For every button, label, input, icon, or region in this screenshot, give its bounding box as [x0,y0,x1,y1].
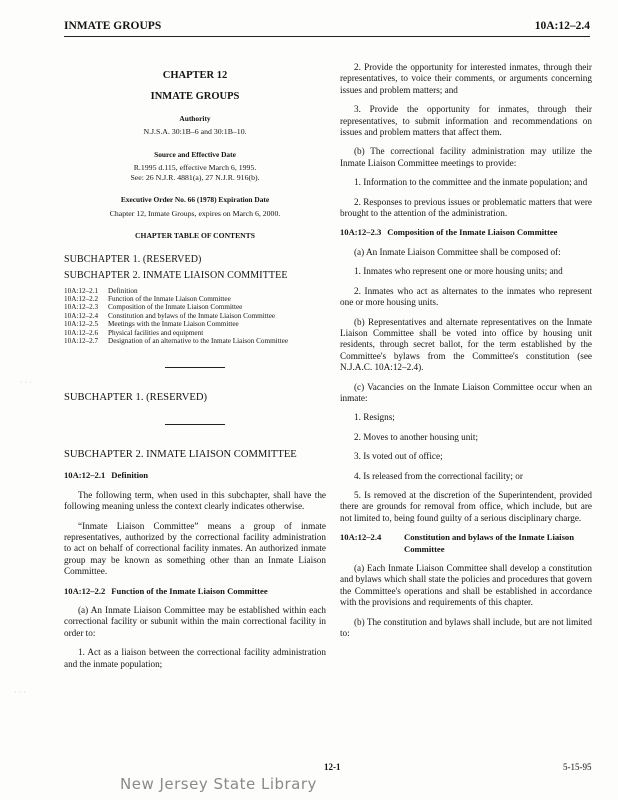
toc-subchapter-2: SUBCHAPTER 2. INMATE LIAISON COMMITTEE [64,270,288,282]
toc-entry: 10A:12–2.2 Function of the Inmate Liaison Committee [64,295,231,304]
left-column [64,62,326,678]
list-item: 5. Is removed at the discretion of the Superintendent, provided there are grounds for removal from office, which include, but are not limited to, being found guilty of a serious disciplinary charge. [340,489,592,523]
section-separator [165,424,225,425]
authority-label: Authority [179,113,211,123]
paragraph: (b) Representatives and alternate representatives on the Inmate Liaison Committee shall be voted into office by housing unit residents, through secret ballot, for the term established by the Committee's bylaws from the Committee's constitution (see N.J.A.C. 10A:12–2.4). [340,316,592,373]
paragraph: 2. Responses to previous issues or problematic matters that were brought to the attention of the administration. [340,196,592,219]
paragraph: 2. Inmates who act as alternates to the inmates who represent one or more housing units. [340,285,592,308]
list-item: 1. Resigns; [354,412,395,423]
page-number: 12-1 [324,762,341,772]
section-heading: 10A:12–2.1 Definition [64,470,149,481]
library-stamp: New Jersey State Library [120,775,317,793]
scan-speck: · · · [14,688,26,697]
revision-date: 5-15-95 [563,762,592,772]
list-item: 2. Moves to another housing unit; [354,431,479,442]
source-label: Source and Effective Date [154,149,236,159]
paragraph: 2. Provide the opportunity for interested inmates, through their representatives, to voice their comments, or arguments concerning issues and problem matters; and [340,62,592,95]
paragraph: (a) An Inmate Liaison Committee may be established within each correctional facility or subunit within the main correctional facility in order to: [64,604,326,638]
toc-heading: CHAPTER TABLE OF CONTENTS [135,231,255,241]
source-line-1: R.1995 d.115, effective March 6, 1995. [133,163,257,173]
toc-entry: 10A:12–2.5 Meetings with the Inmate Liaison Committee [64,320,239,329]
toc-subchapter-1: SUBCHAPTER 1. (RESERVED) [64,253,202,265]
header-title: INMATE GROUPS [64,20,162,32]
scan-speck: · · · [20,378,32,387]
toc-entry: 10A:12–2.6 Physical facilities and equipment [64,328,204,337]
paragraph: 1. Information to the committee and the inmate population; and [354,177,588,188]
paragraph: 3. Provide the opportunity for inmates, through their representatives, to submit information and recommendations on issues and problem matters that affect them. [340,104,592,138]
running-header [64,20,590,36]
section-heading: 10A:12–2.3 Composition of the Inmate Liaison Committee [340,227,558,238]
toc-entry: 10A:12–2.7 Designation of an alternative to the Inmate Liaison Committee [64,337,289,346]
paragraph: 1. Act as a liaison between the correctional facility administration and the inmate population; [64,647,326,669]
header-rule [64,36,590,37]
chapter-title: INMATE GROUPS [150,91,240,103]
exec-order-label: Executive Order No. 66 (1978) Expiration Date [120,195,270,205]
section-heading: 10A:12–2.2 Function of the Inmate Liaison Committee [64,585,268,596]
paragraph: (c) Vacancies on the Inmate Liaison Committee occur when an inmate: [340,381,592,403]
list-item: 4. Is released from the correctional facility; or [354,470,523,481]
source-text [64,163,326,182]
authority-text: N.J.S.A. 30:1B–6 and 30:1B–10. [143,127,247,137]
right-column [340,62,592,647]
toc-entry: 10A:12–2.4 Constitution and bylaws of the Inmate Liaison Committee [64,311,276,320]
toc-entry: 10A:12–2.1 Definition [64,286,138,295]
paragraph: (b) The correctional facility administration may utilize the Inmate Liaison Committee meetings to provide: [340,146,592,168]
paragraph: (a) An Inmate Liaison Committee shall be composed of: [354,246,561,257]
paragraph: “Inmate Liaison Committee” means a group of inmate representatives, authorized by the correctional facility administration to act on behalf of correctional facility inmates. An authorized inmate group may be known as something other than an Inmate Liaison Committee. [64,520,326,577]
header-section-number: 10A:12–2.4 [534,20,590,32]
source-line-2: See: 26 N.J.R. 4881(a), 27 N.J.R. 916(b). [130,172,260,182]
list-item: 3. Is voted out of office; [354,451,443,462]
toc-entry: 10A:12–2.3 Composition of the Inmate Liaison Committee [64,303,243,312]
section-separator [165,367,225,368]
subchapter-2-heading: SUBCHAPTER 2. INMATE LIAISON COMMITTEE [64,448,297,460]
subchapter-1-heading: SUBCHAPTER 1. (RESERVED) [64,392,208,404]
section-heading: 10A:12–2.4 Constitution and bylaws of the Inmate Liaison Committee [340,532,574,554]
paragraph: (a) Each Inmate Liaison Committee shall develop a constitution and bylaws which shall state the policies and procedures that govern the Committee's operations and shall be established in accordance with the provisions and requirements of this chapter. [340,563,592,608]
toc-list [64,287,326,346]
exec-order-text: Chapter 12, Inmate Groups, expires on March 6, 2000. [109,208,281,218]
paragraph: The following term, when used in this subchapter, shall have the following meaning unless the context clearly indicates otherwise. [64,489,326,512]
paragraph: 1. Inmates who represent one or more housing units; and [354,266,563,277]
paragraph: (b) The constitution and bylaws shall include, but are not limited to: [340,616,592,639]
chapter-number: CHAPTER 12 [162,70,228,81]
